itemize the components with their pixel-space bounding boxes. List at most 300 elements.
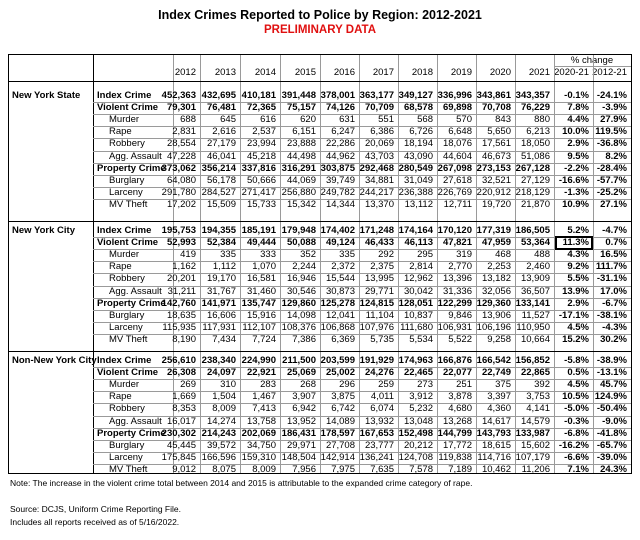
table-cell: 186,505: [515, 225, 550, 236]
table-cell: 211,500: [282, 355, 316, 366]
row-label: Larceny: [109, 451, 143, 463]
table-cell: 22,465: [403, 367, 433, 379]
table-cell: 185,191: [241, 225, 276, 236]
pct-cell: -4.3%: [602, 321, 627, 333]
table-cell: 230,302: [161, 427, 196, 439]
table-cell: 2,831: [172, 126, 196, 138]
table-cell: 335: [339, 249, 355, 261]
pct-cell: 13.9%: [562, 285, 589, 297]
year-header: 2016: [333, 67, 355, 78]
pct-col-header: 2012-21: [592, 67, 627, 78]
pct-cell: -1.3%: [564, 186, 589, 198]
table-cell: 310: [220, 379, 236, 391]
table-cell: 44,069: [286, 174, 316, 186]
table-cell: 13,995: [364, 273, 394, 285]
pct-cell: -36.8%: [596, 138, 627, 150]
table-cell: 148,504: [281, 451, 316, 463]
table-cell: 195,753: [161, 225, 196, 236]
table-cell: 64,080: [166, 174, 196, 186]
pct-cell: -6.8%: [564, 427, 589, 439]
table-cell: 688: [180, 114, 196, 126]
table-cell: 7,386: [292, 333, 316, 345]
table-cell: 46,433: [364, 237, 394, 249]
year-header: 2017: [372, 67, 394, 78]
table-cell: 375: [495, 379, 511, 391]
table-cell: 8,009: [212, 403, 236, 415]
table-cell: 352: [300, 249, 316, 261]
table-cell: 170,120: [437, 225, 472, 236]
table-cell: 5,534: [409, 333, 433, 345]
table-cell: 2,770: [448, 261, 472, 273]
pct-col-header: 2020-21: [554, 67, 589, 78]
table-cell: 452,363: [161, 90, 196, 101]
table-cell: 214,243: [201, 427, 236, 439]
table-cell: 75,157: [286, 102, 316, 114]
table-cell: 3,875: [331, 391, 355, 403]
table-cell: 6,213: [526, 126, 550, 138]
table-cell: 44,962: [325, 150, 355, 162]
table-cell: 142,914: [320, 451, 355, 463]
pct-cell: -24.1%: [596, 90, 627, 101]
header-divider: [9, 81, 632, 82]
table-cell: 7,956: [292, 463, 316, 474]
pct-cell: 15.2%: [562, 333, 589, 345]
table-cell: 25,069: [286, 367, 316, 379]
table-cell: 31,336: [442, 285, 472, 297]
row-divider: [93, 403, 632, 404]
row-divider: [93, 114, 632, 115]
pct-cell: 27.9%: [600, 114, 627, 126]
table-cell: 13,182: [481, 273, 511, 285]
table-cell: 631: [339, 114, 355, 126]
table-cell: 166,596: [201, 451, 236, 463]
pct-cell: -41.8%: [596, 427, 627, 439]
table-cell: 551: [378, 114, 394, 126]
table-cell: 238,340: [201, 355, 236, 366]
table-cell: 12,711: [443, 198, 472, 210]
row-label: Murder: [109, 249, 140, 261]
table-cell: 174,164: [398, 225, 433, 236]
table-cell: 13,396: [442, 273, 472, 285]
table-cell: 220,912: [476, 186, 511, 198]
table-cell: 5,522: [448, 333, 472, 345]
table-cell: 1,669: [172, 391, 196, 403]
table-cell: 28,554: [166, 138, 196, 150]
table-cell: 39,572: [206, 439, 236, 451]
table-cell: 114,716: [477, 451, 511, 463]
pct-cell: -38.1%: [596, 309, 627, 321]
table-cell: 419: [180, 249, 196, 261]
table-cell: 356,214: [201, 162, 236, 174]
pct-cell: 111.7%: [595, 261, 627, 273]
table-cell: 13,112: [404, 198, 433, 210]
pct-cell: -0.1%: [564, 90, 589, 101]
row-divider: [93, 379, 632, 380]
table-cell: 27,618: [442, 174, 472, 186]
table-cell: 111,680: [400, 321, 433, 333]
table-cell: 24,276: [364, 367, 394, 379]
row-label: Robbery: [109, 138, 145, 150]
table-cell: 72,365: [246, 102, 276, 114]
table-cell: 1,162: [172, 261, 196, 273]
pct-header-divider: [554, 66, 632, 67]
table-cell: 9,258: [487, 333, 511, 345]
pct-cell: -25.2%: [596, 186, 627, 198]
table-cell: 52,384: [206, 237, 236, 249]
table-cell: 292: [378, 249, 394, 261]
row-label: Rape: [109, 391, 132, 403]
table-cell: 6,074: [370, 403, 394, 415]
table-cell: 70,708: [481, 102, 511, 114]
table-cell: 141,971: [201, 297, 236, 309]
table-cell: 1,467: [252, 391, 276, 403]
table-cell: 273,153: [476, 162, 511, 174]
pct-cell: 0.5%: [567, 367, 589, 379]
pct-cell: 10.0%: [562, 126, 589, 138]
year-header: 2019: [450, 67, 472, 78]
table-cell: 16,581: [246, 273, 276, 285]
row-divider: [93, 298, 632, 299]
table-cell: 296: [339, 379, 355, 391]
table-cell: 203,599: [320, 355, 355, 366]
row-divider: [93, 151, 632, 152]
table-cell: 44,604: [442, 150, 472, 162]
table-cell: 106,196: [476, 321, 511, 333]
table-cell: 70,709: [364, 102, 394, 114]
table-cell: 303,875: [320, 162, 355, 174]
table-cell: 256,880: [281, 186, 316, 198]
row-divider: [93, 163, 632, 164]
region-name: New York City: [12, 225, 76, 236]
table-cell: 32,521: [481, 174, 511, 186]
row-divider: [93, 199, 632, 200]
table-cell: 8,190: [172, 333, 196, 345]
table-cell: 191,929: [359, 355, 394, 366]
pct-cell: 45.7%: [600, 379, 627, 391]
table-cell: 11,527: [521, 309, 550, 321]
table-cell: 3,907: [292, 391, 316, 403]
column-divider: [93, 55, 94, 474]
table-cell: 177,319: [476, 225, 511, 236]
table-cell: 18,076: [442, 138, 472, 150]
pct-cell: -9.0%: [602, 415, 627, 427]
table-cell: 410,181: [241, 90, 276, 101]
table-cell: 2,253: [487, 261, 511, 273]
table-cell: 3,753: [526, 391, 550, 403]
table-cell: 2,372: [331, 261, 355, 273]
table-cell: 16,017: [166, 415, 196, 427]
table-cell: 30,042: [403, 285, 433, 297]
table-cell: 267,098: [437, 162, 472, 174]
report-title: Index Crimes Reported to Police by Region: 2012-2021: [158, 8, 482, 22]
table-cell: 468: [495, 249, 511, 261]
table-cell: 15,733: [246, 198, 276, 210]
table-cell: 29,971: [286, 439, 316, 451]
table-cell: 343,861: [476, 90, 511, 101]
section-divider: [9, 221, 632, 222]
table-cell: 8,009: [252, 463, 276, 474]
table-cell: 13,909: [520, 273, 550, 285]
row-label: Index Crime: [97, 225, 152, 236]
table-cell: 7,724: [252, 333, 276, 345]
table-cell: 363,177: [359, 90, 394, 101]
row-label: MV Theft: [109, 198, 148, 210]
table-cell: 45,218: [246, 150, 276, 162]
table-cell: 79,301: [166, 102, 196, 114]
table-cell: 6,247: [331, 126, 355, 138]
table-cell: 186,431: [281, 427, 316, 439]
pct-cell: 4.3%: [567, 249, 589, 261]
table-cell: 106,931: [437, 321, 472, 333]
row-divider: [93, 367, 632, 368]
table-cell: 432,695: [201, 90, 236, 101]
table-cell: 135,747: [241, 297, 276, 309]
table-cell: 107,976: [359, 321, 394, 333]
report-subtitle: PRELIMINARY DATA: [263, 24, 377, 36]
table-cell: 74,126: [325, 102, 355, 114]
table-cell: 6,151: [292, 126, 316, 138]
row-label: Robbery: [109, 273, 145, 285]
pct-cell: -28.4%: [596, 162, 627, 174]
table-cell: 17,202: [166, 198, 196, 210]
row-label: Index Crime: [97, 90, 152, 101]
row-label: Burglary: [109, 439, 145, 451]
table-cell: 316,291: [281, 162, 316, 174]
table-cell: 2,244: [292, 261, 316, 273]
source-note: Source: DCJS, Uniform Crime Reporting File.: [10, 504, 181, 514]
table-cell: 53,364: [520, 237, 550, 249]
row-label: Rape: [109, 261, 132, 273]
row-divider: [93, 237, 632, 238]
table-cell: 6,369: [331, 333, 355, 345]
row-divider: [93, 286, 632, 287]
table-cell: 292,468: [359, 162, 394, 174]
row-label: Agg. Assault: [109, 415, 162, 427]
table-cell: 13,906: [481, 309, 511, 321]
row-divider: [93, 322, 632, 323]
table-cell: 49,124: [325, 237, 355, 249]
table-cell: 291,780: [161, 186, 196, 198]
table-cell: 6,726: [409, 126, 433, 138]
table-cell: 29,771: [364, 285, 394, 297]
table-cell: 249,782: [320, 186, 355, 198]
table-cell: 31,049: [403, 174, 433, 186]
pct-cell: 8.2%: [605, 150, 627, 162]
table-cell: 27,129: [520, 174, 550, 186]
region-name: Non-New York City: [12, 355, 97, 366]
table-cell: 267,128: [515, 162, 550, 174]
table-cell: 15,509: [206, 198, 236, 210]
table-cell: 16,946: [286, 273, 316, 285]
table-cell: 122,299: [437, 297, 472, 309]
year-header: 2018: [411, 67, 433, 78]
pct-cell: -57.7%: [596, 174, 627, 186]
table-cell: 7,635: [370, 463, 394, 474]
row-label: Property Crime: [97, 162, 166, 174]
pct-cell: 2.9%: [567, 138, 589, 150]
table-cell: 171,248: [359, 225, 394, 236]
table-cell: 174,402: [320, 225, 355, 236]
row-label: Agg. Assault: [109, 285, 162, 297]
row-divider: [93, 440, 632, 441]
pct-cell: -5.0%: [564, 403, 589, 415]
row-divider: [93, 310, 632, 311]
table-cell: 14,274: [206, 415, 236, 427]
table-cell: 392: [534, 379, 550, 391]
table-cell: 391,448: [281, 90, 316, 101]
row-divider: [93, 249, 632, 250]
highlight-box: [555, 236, 593, 250]
table-cell: 4,360: [487, 403, 511, 415]
table-cell: 7,413: [252, 403, 276, 415]
table-cell: 106,868: [320, 321, 355, 333]
pct-cell: -4.7%: [602, 225, 627, 236]
table-cell: 14,344: [325, 198, 355, 210]
table-cell: 19,720: [481, 198, 511, 210]
table-cell: 488: [534, 249, 550, 261]
row-divider: [93, 126, 632, 127]
table-cell: 843: [495, 114, 511, 126]
pct-cell: 10.9%: [562, 198, 589, 210]
table-cell: 76,229: [520, 102, 550, 114]
pct-cell: -6.7%: [602, 297, 627, 309]
table-cell: 7,434: [212, 333, 236, 345]
pct-cell: 119.5%: [595, 126, 627, 138]
row-label: MV Theft: [109, 463, 148, 474]
row-label: Property Crime: [97, 427, 166, 439]
table-cell: 236,388: [398, 186, 433, 198]
table-cell: 31,460: [246, 285, 276, 297]
row-label: MV Theft: [109, 333, 148, 345]
table-cell: 76,481: [206, 102, 236, 114]
table-cell: 880: [534, 114, 550, 126]
pct-cell: 4.5%: [567, 321, 589, 333]
year-header: 2015: [294, 67, 316, 78]
table-cell: 14,617: [481, 415, 511, 427]
pct-cell: 16.5%: [600, 249, 627, 261]
table-cell: 18,635: [166, 309, 196, 321]
table-cell: 378,001: [320, 90, 355, 101]
table-cell: 167,653: [359, 427, 394, 439]
table-cell: 244,217: [359, 186, 394, 198]
pct-cell: -5.8%: [564, 355, 589, 366]
table-cell: 18,194: [403, 138, 433, 150]
table-cell: 283: [260, 379, 276, 391]
table-cell: 107,179: [515, 451, 550, 463]
row-divider: [93, 175, 632, 176]
table-cell: 14,089: [325, 415, 355, 427]
received-note: Includes all reports received as of 5/16/2022.: [10, 517, 180, 527]
table-cell: 129,360: [476, 297, 511, 309]
table-cell: 45,445: [166, 439, 196, 451]
table-cell: 12,041: [325, 309, 355, 321]
table-cell: 8,075: [212, 463, 236, 474]
row-divider: [93, 261, 632, 262]
table-cell: 20,212: [403, 439, 433, 451]
table-cell: 620: [300, 114, 316, 126]
table-cell: 9,846: [448, 309, 472, 321]
rape-note: Note: The increase in the violent crime total between 2014 and 2015 is attributable to the expanded crime category of rape.: [10, 478, 473, 488]
table-cell: 119,838: [438, 451, 472, 463]
table-cell: 268: [300, 379, 316, 391]
year-header: 2020: [489, 67, 511, 78]
table-cell: 30,873: [325, 285, 355, 297]
table-cell: 129,860: [281, 297, 316, 309]
table-cell: 115,935: [162, 321, 196, 333]
pct-cell: 11.3%: [562, 237, 589, 249]
row-divider: [93, 452, 632, 453]
row-label: Property Crime: [97, 297, 166, 309]
table-cell: 117,931: [202, 321, 236, 333]
year-header: 2013: [214, 67, 236, 78]
table-cell: 15,602: [520, 439, 550, 451]
table-cell: 34,750: [246, 439, 276, 451]
pct-cell: 7.8%: [567, 102, 589, 114]
row-label: Murder: [109, 379, 140, 391]
table-cell: 23,994: [246, 138, 276, 150]
table-cell: 69,898: [442, 102, 472, 114]
pct-cell: 124.9%: [594, 391, 627, 403]
pct-cell: -31.1%: [596, 273, 627, 285]
table-cell: 179,948: [281, 225, 316, 236]
pct-cell: -50.4%: [596, 403, 627, 415]
table-cell: 373,062: [161, 162, 196, 174]
table-cell: 31,767: [206, 285, 236, 297]
table-cell: 26,308: [166, 367, 196, 379]
table-cell: 32,056: [481, 285, 511, 297]
table-cell: 46,041: [206, 150, 236, 162]
row-label: Robbery: [109, 403, 145, 415]
table-cell: 56,178: [206, 174, 236, 186]
table-cell: 17,561: [481, 138, 511, 150]
table-cell: 166,876: [437, 355, 472, 366]
table-cell: 5,232: [409, 403, 433, 415]
table-cell: 7,578: [409, 463, 433, 474]
table-cell: 616: [260, 114, 276, 126]
table-cell: 2,814: [409, 261, 433, 273]
table-cell: 7,189: [448, 463, 472, 474]
table-cell: 68,578: [403, 102, 433, 114]
pct-cell: -17.1%: [558, 309, 589, 321]
row-divider: [93, 391, 632, 392]
table-cell: 13,952: [286, 415, 316, 427]
table-cell: 6,648: [448, 126, 472, 138]
pct-cell: 5.5%: [567, 273, 589, 285]
row-divider: [93, 334, 632, 335]
table-cell: 273: [417, 379, 433, 391]
table-cell: 13,758: [246, 415, 276, 427]
table-cell: 22,921: [246, 367, 276, 379]
table-cell: 43,090: [403, 150, 433, 162]
row-label: Violent Crime: [97, 367, 159, 379]
row-label: Murder: [109, 114, 140, 126]
pct-cell: 10.5%: [562, 391, 589, 403]
table-cell: 15,342: [286, 198, 316, 210]
pct-cell: 9.2%: [567, 261, 589, 273]
table-cell: 13,048: [403, 415, 433, 427]
table-cell: 226,769: [437, 186, 472, 198]
pct-cell: -65.7%: [596, 439, 627, 451]
table-cell: 166,542: [476, 355, 511, 366]
table-cell: 175,845: [161, 451, 196, 463]
row-label: Violent Crime: [97, 237, 159, 249]
pct-change-header: % change: [570, 55, 614, 66]
table-cell: 52,993: [166, 237, 196, 249]
table-cell: 30,546: [286, 285, 316, 297]
pct-cell: -6.6%: [564, 451, 589, 463]
table-cell: 13,932: [364, 415, 394, 427]
table-cell: 34,881: [364, 174, 394, 186]
